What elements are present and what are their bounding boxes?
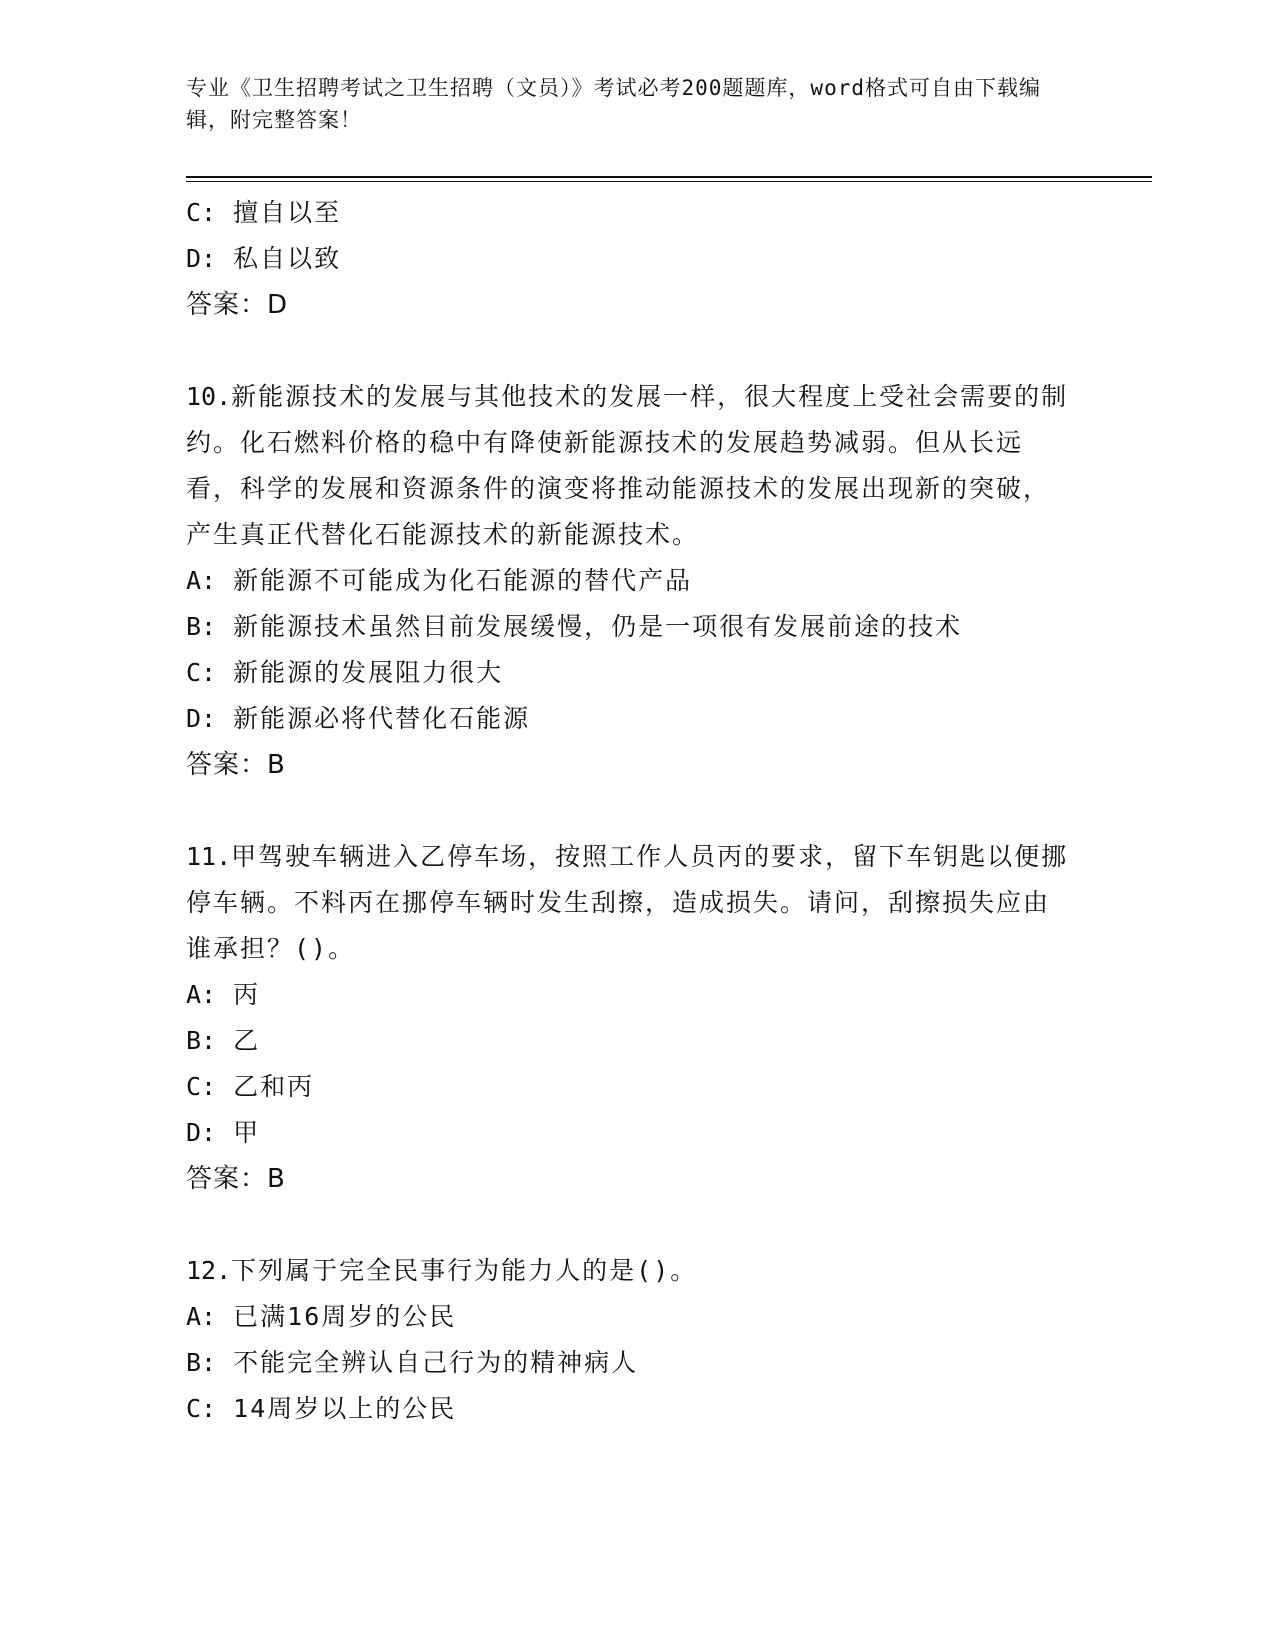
question-11 bbox=[186, 834, 1086, 1202]
option-text: 新能源技术虽然目前发展缓慢，仍是一项很有发展前途的技术 bbox=[233, 612, 963, 641]
option-text: 乙和丙 bbox=[233, 1072, 315, 1101]
option-text: 新能源不可能成为化石能源的替代产品 bbox=[233, 566, 693, 595]
option-d bbox=[186, 236, 1086, 282]
option-letter: C: bbox=[186, 198, 217, 227]
option-c bbox=[186, 1386, 1086, 1432]
question-list bbox=[186, 190, 1086, 1432]
option-text: 乙 bbox=[233, 1026, 261, 1055]
question-text: 甲驾驶车辆进入乙停车场，按照工作人员丙的要求，留下车钥匙以便挪停车辆。不料丙在挪停车辆时发生刮擦，造成损失。请问，刮擦损失应由谁承担？()。 bbox=[186, 842, 1069, 963]
header-rule-thin bbox=[186, 181, 1152, 182]
option-letter: C: bbox=[186, 658, 217, 687]
option-text: 新能源的发展阻力很大 bbox=[233, 658, 504, 687]
option-b bbox=[186, 1018, 1086, 1064]
option-text: 已满16周岁的公民 bbox=[233, 1302, 457, 1331]
option-a bbox=[186, 1294, 1086, 1340]
option-b bbox=[186, 604, 1086, 650]
question-number: 11. bbox=[186, 842, 232, 871]
document-header bbox=[186, 72, 1066, 136]
option-letter: D: bbox=[186, 704, 217, 733]
prev-question-tail bbox=[186, 190, 1086, 328]
option-letter: B: bbox=[186, 1348, 217, 1377]
question-stem bbox=[186, 1248, 1076, 1294]
question-text: 下列属于完全民事行为能力人的是()。 bbox=[231, 1256, 698, 1285]
document-title: 专业《卫生招聘考试之卫生招聘（文员）》考试必考200题题库，word格式可自由下载编辑，附完整答案！ bbox=[186, 76, 1041, 132]
option-letter: A: bbox=[186, 980, 217, 1009]
question-text: 新能源技术的发展与其他技术的发展一样，很大程度上受社会需要的制约。化石燃料价格的稳中有降使新能源技术的发展趋势减弱。但从长远看，科学的发展和资源条件的演变将推动能源技术的发展出现新的突破，产生真正代替化石能源技术的新能源技术。 bbox=[186, 382, 1069, 549]
option-text: 私自以致 bbox=[233, 244, 342, 273]
option-letter: A: bbox=[186, 566, 217, 595]
spacer bbox=[186, 328, 1086, 374]
option-letter: B: bbox=[186, 612, 217, 641]
option-a bbox=[186, 558, 1086, 604]
option-letter: C: bbox=[186, 1394, 217, 1423]
spacer bbox=[186, 788, 1086, 834]
option-d bbox=[186, 696, 1086, 742]
header-rule-thick bbox=[186, 176, 1152, 178]
option-b bbox=[186, 1340, 1086, 1386]
option-d bbox=[186, 1110, 1086, 1156]
option-letter: D: bbox=[186, 1118, 217, 1147]
spacer bbox=[186, 1202, 1086, 1248]
question-stem bbox=[186, 374, 1076, 558]
option-letter: A: bbox=[186, 1302, 217, 1331]
answer-line: 答案：B bbox=[186, 1164, 286, 1194]
question-number: 12. bbox=[186, 1256, 232, 1285]
question-stem bbox=[186, 834, 1076, 972]
answer-line: 答案：D bbox=[186, 290, 289, 320]
question-number: 10. bbox=[186, 382, 232, 411]
option-text: 新能源必将代替化石能源 bbox=[233, 704, 531, 733]
answer-line: 答案：B bbox=[186, 750, 286, 780]
option-letter: C: bbox=[186, 1072, 217, 1101]
option-c bbox=[186, 1064, 1086, 1110]
option-text: 擅自以至 bbox=[233, 198, 342, 227]
question-12 bbox=[186, 1248, 1086, 1432]
option-c bbox=[186, 190, 1086, 236]
option-letter: B: bbox=[186, 1026, 217, 1055]
option-text: 不能完全辨认自己行为的精神病人 bbox=[233, 1348, 639, 1377]
option-letter: D: bbox=[186, 244, 217, 273]
question-10 bbox=[186, 374, 1086, 788]
option-text: 14周岁以上的公民 bbox=[233, 1394, 457, 1423]
option-text: 丙 bbox=[233, 980, 261, 1009]
option-c bbox=[186, 650, 1086, 696]
option-text: 甲 bbox=[233, 1118, 261, 1147]
option-a bbox=[186, 972, 1086, 1018]
